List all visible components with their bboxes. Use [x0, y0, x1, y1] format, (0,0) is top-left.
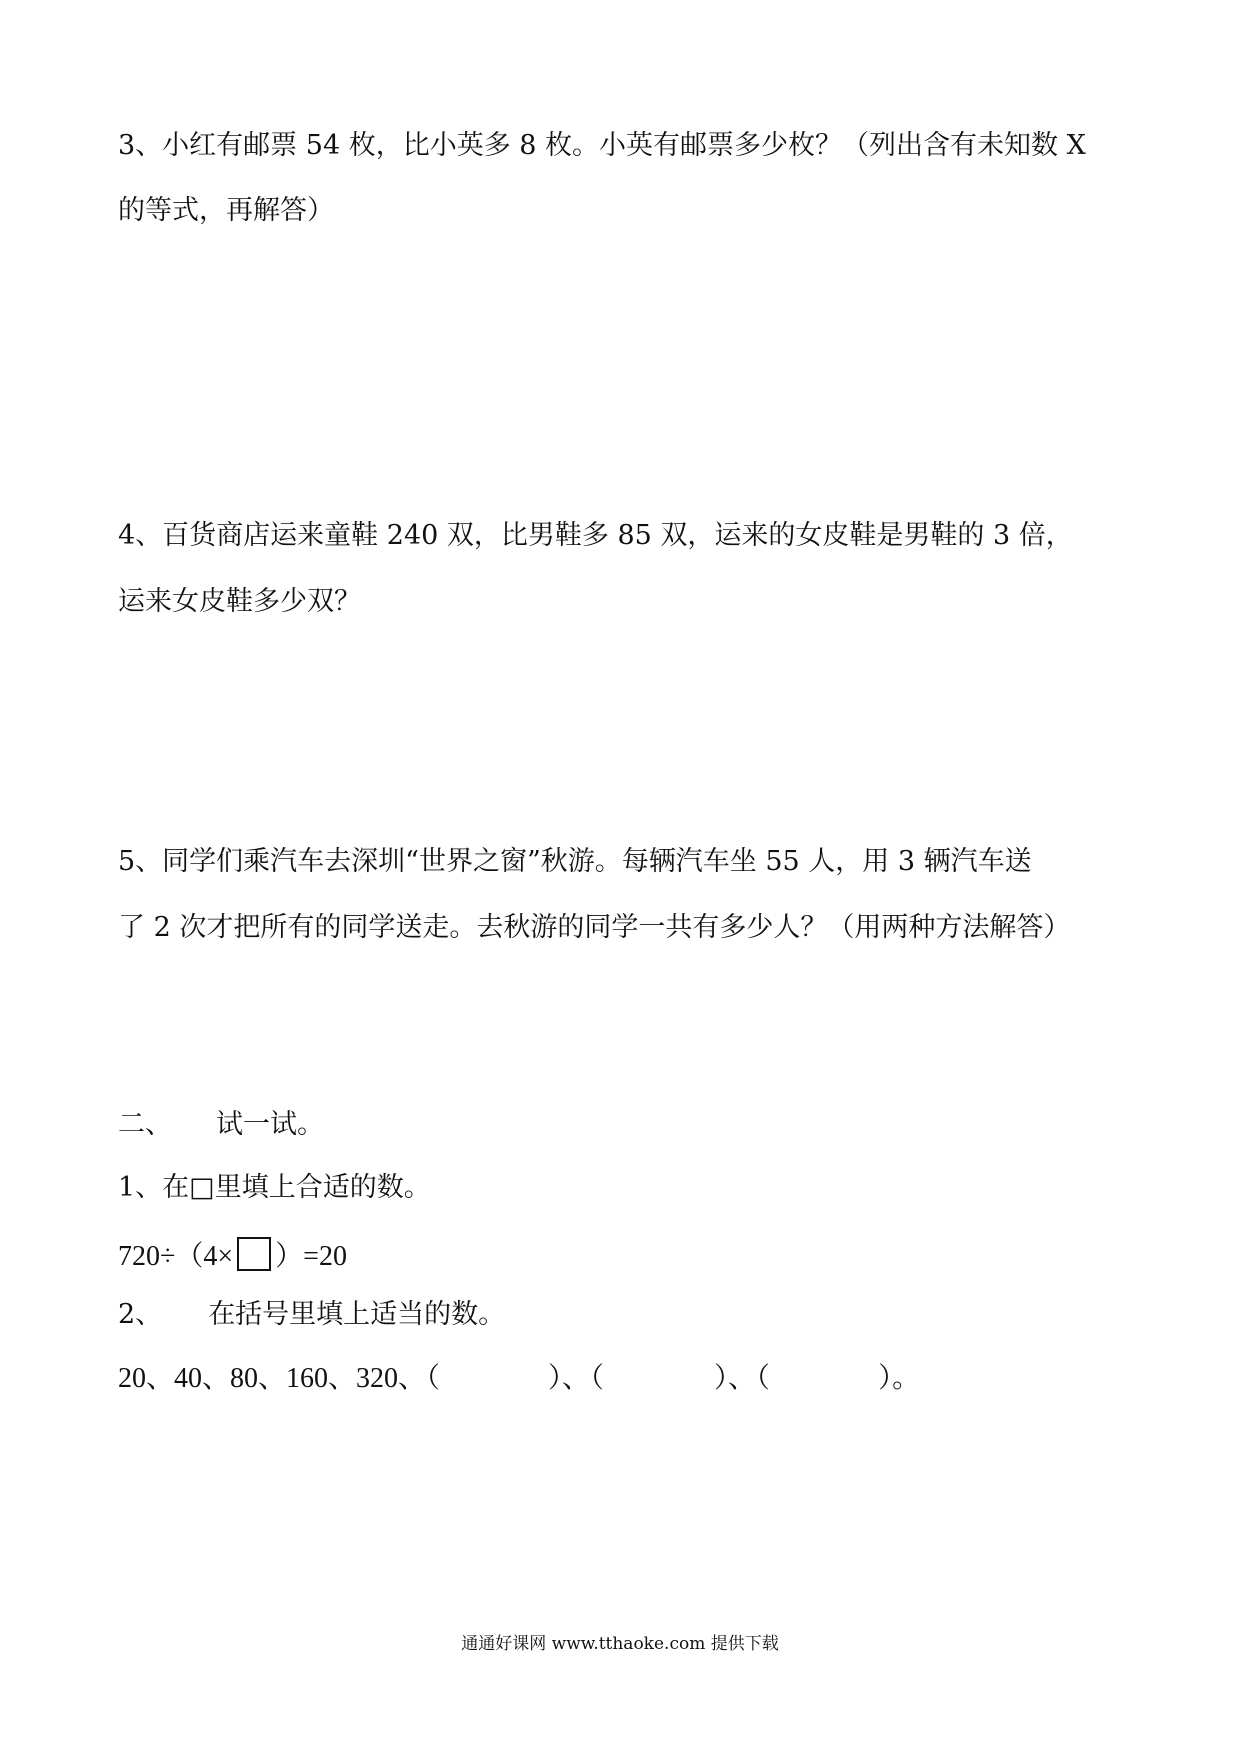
- item-1-instruction: 1、在□里填上合适的数。: [118, 1172, 431, 1203]
- question-4-line-1: 4、百货商店运来童鞋 240 双，比男鞋多 85 双，运来的女皮鞋是男鞋的 3 倍，: [118, 520, 1073, 551]
- item-2-instruction: [118, 1301, 505, 1328]
- blank-open: （: [426, 1363, 441, 1394]
- item-2-number: 2、: [118, 1299, 163, 1330]
- sequence-values: 20、40、80、160、320、: [118, 1363, 427, 1394]
- question-3-line-2: 的等式，再解答）: [118, 195, 334, 226]
- answer-box[interactable]: [237, 1237, 271, 1271]
- section-2-title: 试一试。: [216, 1109, 324, 1140]
- question-5-line-2: 了 2 次才把所有的同学送走。去秋游的同学一共有多少人？（用两种方法解答）: [118, 912, 1071, 943]
- equation-left: 720÷（4×: [118, 1241, 234, 1272]
- footer-credit: 通通好课网 www.tthaoke.com 提供下载: [461, 1634, 779, 1654]
- section-2-heading: [118, 1111, 324, 1138]
- question-3-line-1: 3、小红有邮票 54 枚，比小英多 8 枚。小英有邮票多少枚？（列出含有未知数 X: [118, 130, 1086, 161]
- item-2-sequence: [118, 1365, 920, 1393]
- section-2-number: 二、: [118, 1109, 172, 1140]
- blank-close-1: ）、（: [548, 1363, 605, 1394]
- item-2-text: 在括号里填上适当的数。: [208, 1299, 506, 1330]
- equation-right: ）=20: [275, 1241, 347, 1272]
- blank-close-2: ）、（: [714, 1363, 771, 1394]
- question-4-line-2: 运来女皮鞋多少双？: [118, 586, 361, 617]
- blank-close-3: ）。: [878, 1363, 921, 1394]
- item-1-equation: [118, 1237, 347, 1271]
- question-5-line-1: 5、同学们乘汽车去深圳“世界之窗”秋游。每辆汽车坐 55 人，用 3 辆汽车送: [118, 846, 1032, 877]
